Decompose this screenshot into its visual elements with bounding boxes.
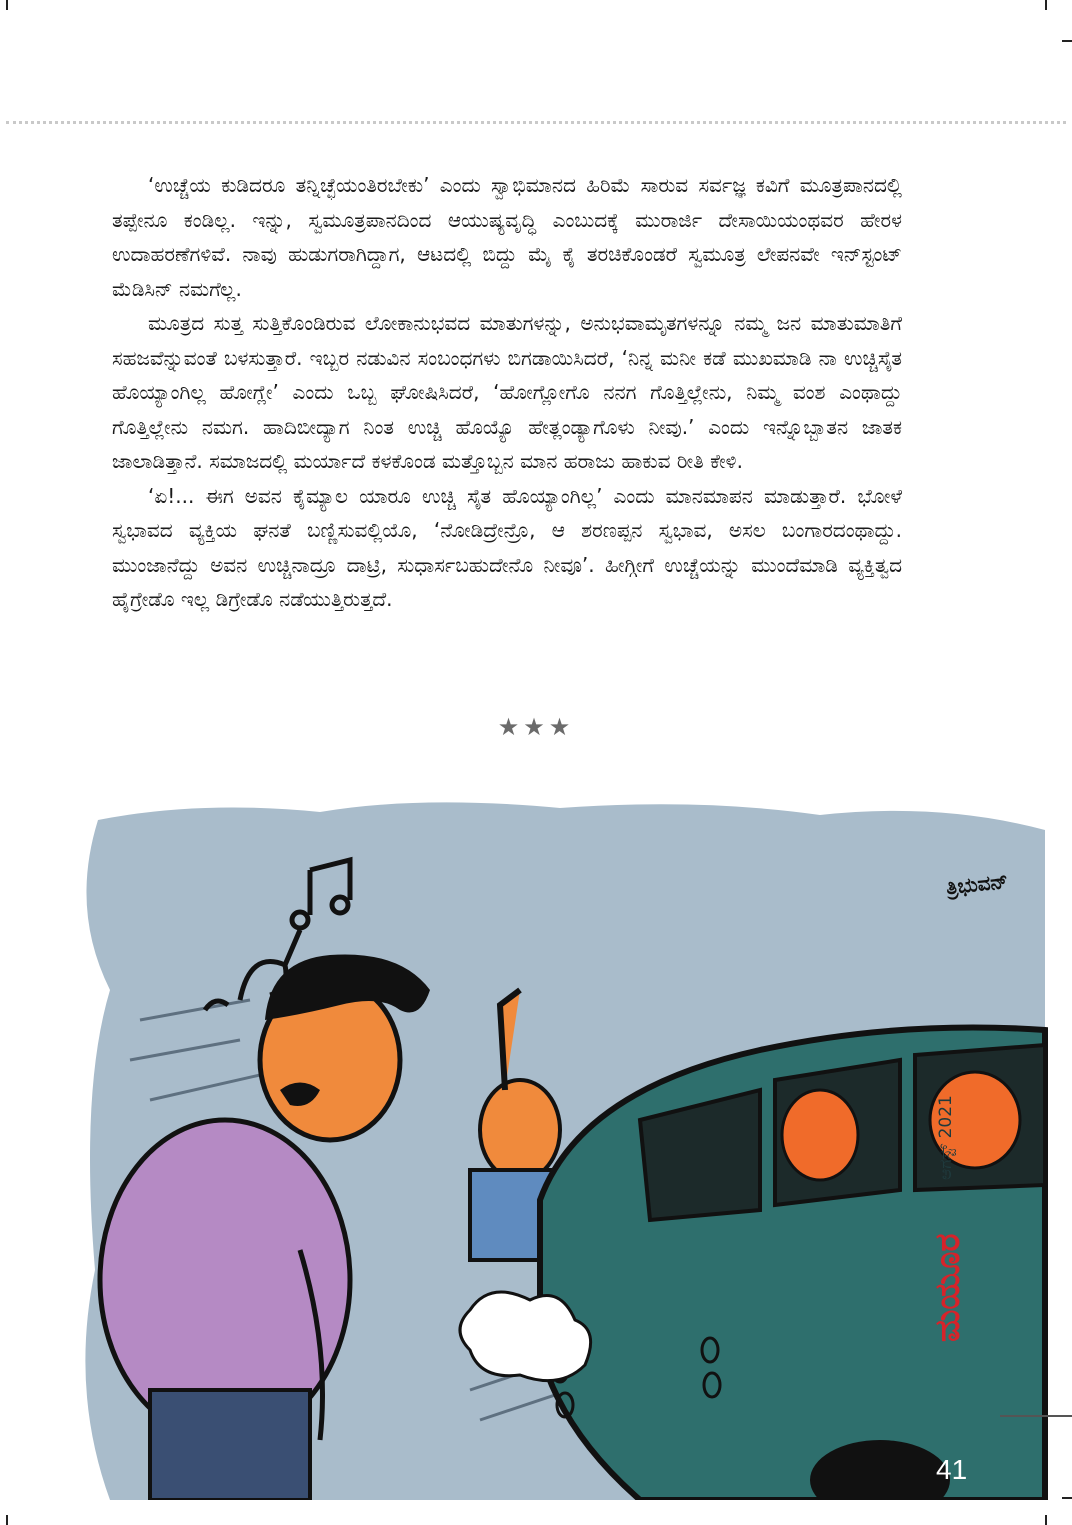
- crop-mark-bottom-right: [1045, 1515, 1047, 1525]
- kid-head: [480, 1080, 560, 1180]
- page-number: 41: [936, 1454, 968, 1485]
- magazine-name: ಮಯೂರ: [928, 1233, 968, 1342]
- crop-mark-top-right: [1045, 0, 1047, 10]
- cartoon-illustration: [0, 790, 1072, 1500]
- spine-label: [928, 1095, 968, 1342]
- man-pants: [150, 1390, 310, 1500]
- paragraph: ‘ಏ!... ಈಗ ಅವನ ಕೈಮ್ಯಾಲ ಯಾರೂ ಉಚ್ಚಿ ಸೈತ ಹೊಯ್ಯಾಂಗಿಲ್ಲ’ ಎಂದು ಮಾನಮಾಪನ ಮಾಡುತ್ತಾರೆ. ಭೋಳೆ ಸ್ವಭಾವದ ವ್ಯಕ್ತಿಯ ಘನತೆ ಬಣ್ಣಿಸುವಲ್ಲಿಯೊ, ‘ನೋಡಿದ್ರೇನ್ರೊ, ಆ ಶರಣಪ್ಪನ ಸ್ವಭಾವ, ಅಸಲ ಬಂಗಾರದಂಥಾದ್ದು. ಮುಂಜಾನೆದ್ದು ಅವನ ಉಚ್ಚಿನಾದ್ರೂ ದಾಟ್ರಿ, ಸುಧಾರ್ಸಬಹುದೇನೊ ನೀವೂ’. ಹೀಗ್ಗೀಗೆ ಉಚ್ಚೆಯನ್ನು ಮುಂದೆಮಾಡಿ ವ್ಯಕ್ತಿತ್ವದ ಹೈಗ್ರೇಡೊ ಇಲ್ಲ ಡಿಗ್ರೇಡೊ ನಡೆಯುತ್ತಿರುತ್ತದೆ.: [112, 483, 902, 611]
- artist-signature: ತ್ರಿಭುವನ್: [944, 868, 1009, 900]
- crop-mark-bottom-left: [6, 1515, 8, 1525]
- section-separator: ★★★: [497, 713, 575, 741]
- article-body: [112, 168, 902, 617]
- crop-mark-right-upper: [1062, 40, 1072, 42]
- paragraph: ‘ಉಚ್ಚೆಯ ಕುಡಿದರೂ ತನ್ನಿಚ್ಛೆಯಂತಿರಬೇಕು’ ಎಂದು ಸ್ವಾಭಿಮಾನದ ಹಿರಿಮೆ ಸಾರುವ ಸರ್ವಜ್ಞ ಕವಿಗೆ ಮೂತ್ರಪಾನದಲ್ಲಿ ತಪ್ಪೇನೂ ಕಂಡಿಲ್ಲ. ಇನ್ನು, ಸ್ವಮೂತ್ರಪಾನದಿಂದ ಆಯುಷ್ಯವೃದ್ಧಿ ಎಂಬುದಕ್ಕೆ ಮುರಾರ್ಜಿ ದೇಸಾಯಿಯಂಥವರ ಹೇರಳ ಉದಾಹರಣೆಗಳಿವೆ. ನಾವು ಹುಡುಗರಾಗಿದ್ದಾಗ, ಆಟದಲ್ಲಿ ಬಿದ್ದು ಮೈ ಕೈ ತರಚಿಕೊಂಡರೆ ಸ್ವಮೂತ್ರ ಲೇಪನವೇ ಇನ್‌ಸ್ಟಂಟ್ ಮೆಡಿಸಿನ್ ನಮಗೆಲ್ಲ.: [112, 173, 902, 301]
- issue-date: ಆಗಸ್ಟ್ 2021: [936, 1095, 956, 1180]
- paragraph: ಮೂತ್ರದ ಸುತ್ತ ಸುತ್ತಿಕೊಂಡಿರುವ ಲೋಕಾನುಭವದ ಮಾತುಗಳನ್ನು, ಅನುಭವಾಮೃತಗಳನ್ನೂ ನಮ್ಮ ಜನ ಮಾತುಮಾತಿಗೆ ಸಹಜವೆನ್ನುವಂತೆ ಬಳಸುತ್ತಾರೆ. ಇಬ್ಬರ ನಡುವಿನ ಸಂಬಂಧಗಳು ಬಿಗಡಾಯಿಸಿದರೆ, ‘ನಿನ್ನ ಮನೀ ಕಡೆ ಮುಖಮಾಡಿ ನಾ ಉಚ್ಚಿಸೈತ ಹೊಯ್ಯಾಂಗಿಲ್ಲ ಹೋಗ್ಲೇ’ ಎಂದು ಒಬ್ಬ ಘೋಷಿಸಿದರೆ, ‘ಹೋಗ್ಲೋಗೊ ನನಗ ಗೊತ್ತಿಲ್ಲೇನು, ನಿಮ್ಮ ವಂಶ ಎಂಥಾದ್ದು ಗೊತ್ತಿಲ್ಲೇನು ನಮಗ. ಹಾದಿಬೀದ್ಯಾಗ ನಿಂತ ಉಚ್ಚಿ ಹೊಯ್ಯೊ ಹೇತ್ಲಂಡ್ಯಾಗೊಳು ನೀವು.’ ಎಂದು ಇನ್ನೊಬ್ಬಾತನ ಜಾತಕ ಜಾಲಾಡಿತ್ತಾನೆ. ಸಮಾಜದಲ್ಲಿ ಮರ್ಯಾದೆ ಕಳಕೊಂಡ ಮತ್ತೊಬ್ಬನ ಮಾನ ಹರಾಜು ಹಾಕುವ ರೀತಿ ಕೇಳಿ.: [112, 311, 902, 473]
- footer-rule: [1000, 1415, 1072, 1417]
- passenger-1: [782, 1090, 858, 1180]
- crop-mark-top-left: [6, 0, 8, 10]
- dotted-divider: [6, 121, 1066, 124]
